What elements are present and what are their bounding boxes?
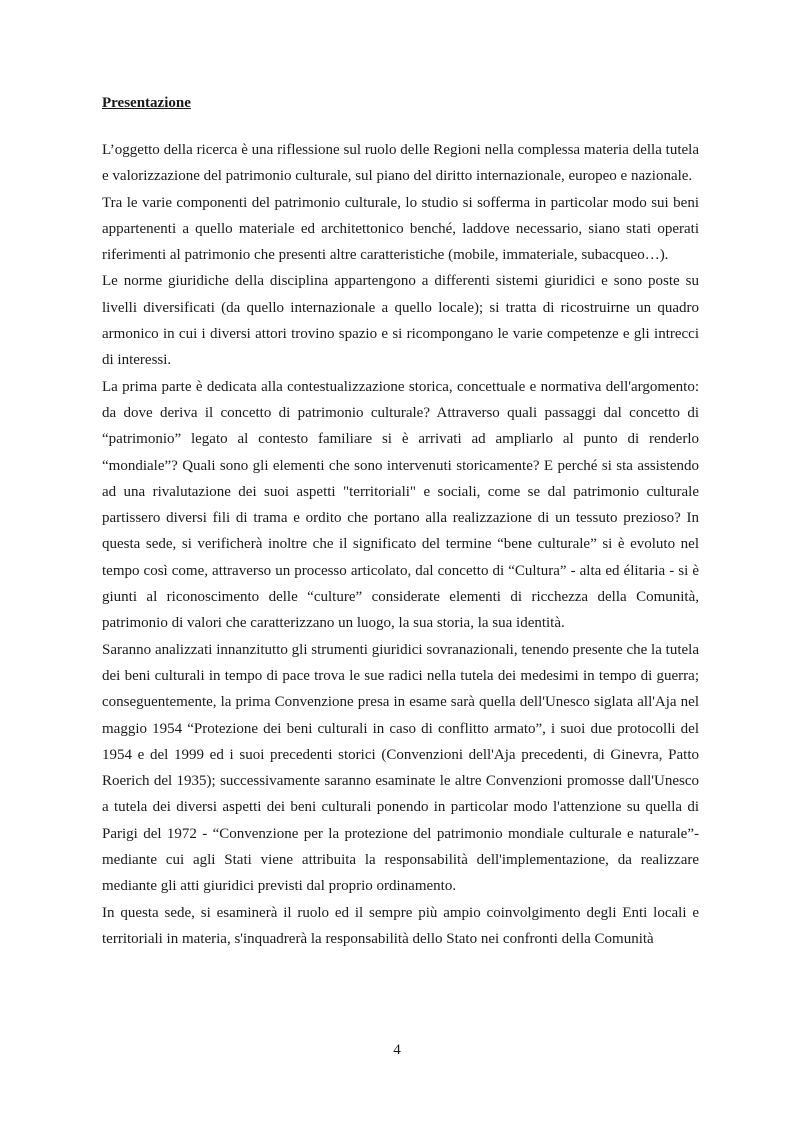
page-number: 4	[393, 1042, 401, 1058]
paragraph-5: Saranno analizzati innanzitutto gli strumenti giuridici sovranazionali, tenendo presente che la tutela dei beni culturali in tempo di pace trova le sue radici nella tutela dei medesimi in tempo di guerra; conseguentemente, la prima Convenzione presa in esame sarà quella dell'Unesco siglata all'Aja nel maggio 1954 “Protezione dei beni culturali in caso di conflitto armato”, i suoi due protocolli del 1954 e del 1999 ed i suoi precedenti storici (Convenzioni dell'Aja precedenti, di Ginevra, Patto Roerich del 1935); successivamente saranno esaminate le altre Convenzioni promosse dall'Unesco a tutela dei diversi aspetti dei beni culturali ponendo in particolar modo l'attenzione su quella di Parigi del 1972 - “Convenzione per la protezione del patrimonio mondiale culturale e naturale”- mediante cui agli Stati viene attribuita la responsabilità dell'implementazione, da realizzare mediante gli atti giuridici previsti dal proprio ordinamento.	[102, 641, 699, 895]
body-text	[102, 137, 699, 952]
paragraph-6: In questa sede, si esaminerà il ruolo ed il sempre più ampio coinvolgimento degli Enti locali e territoriali in materia, s'inquadrerà la responsabilità dello Stato nei confronti della Comunità	[102, 904, 699, 947]
paragraph-4: La prima parte è dedicata alla contestualizzazione storica, concettuale e normativa dell'argomento: da dove deriva il concetto di patrimonio culturale? Attraverso quali passaggi dal concetto di “patrimonio” legato al contesto familiare si è arrivati ad ampliarlo al punto di renderlo “mondiale”? Quali sono gli elementi che sono intervenuti storicamente? E perché si sta assistendo ad una rivalutazione dei suoi aspetti "territoriali" e sociali, come se dal patrimonio culturale partissero diversi fili di trama e ordito che portano alla realizzazione di un tessuto prezioso? In questa sede, si verificherà inoltre che il significato del termine “bene culturale” si è evoluto nel tempo così come, attraverso un processo articolato, dal concetto di “Cultura” - alta ed élitaria - si è giunti al riconoscimento delle “culture” considerate elementi di ricchezza della Comunità, patrimonio di valori che caratterizzano un luogo, la sua storia, la sua identità.	[102, 378, 699, 632]
paragraph-2: Tra le varie componenti del patrimonio culturale, lo studio si sofferma in particolar modo sui beni appartenenti a quello materiale ed architettonico benché, laddove necessario, siano stati operati riferimenti al patrimonio che presenti altre caratteristiche (mobile, immateriale, subacqueo…).	[102, 194, 699, 264]
paragraph-1: L’oggetto della ricerca è una riflessione sul ruolo delle Regioni nella complessa materia della tutela e valorizzazione del patrimonio culturale, sul piano del diritto internazionale, europeo e nazionale.	[102, 142, 699, 185]
section-title: Presentazione	[102, 95, 191, 111]
paragraph-3: Le norme giuridiche della disciplina appartengono a differenti sistemi giuridici e sono poste su livelli diversificati (da quello internazionale a quello locale); si tratta di ricostruirne un quadro armonico in cui i diversi attori trovino spazio e si ricompongano le varie competenze e gli intrecci di interessi.	[102, 273, 699, 369]
